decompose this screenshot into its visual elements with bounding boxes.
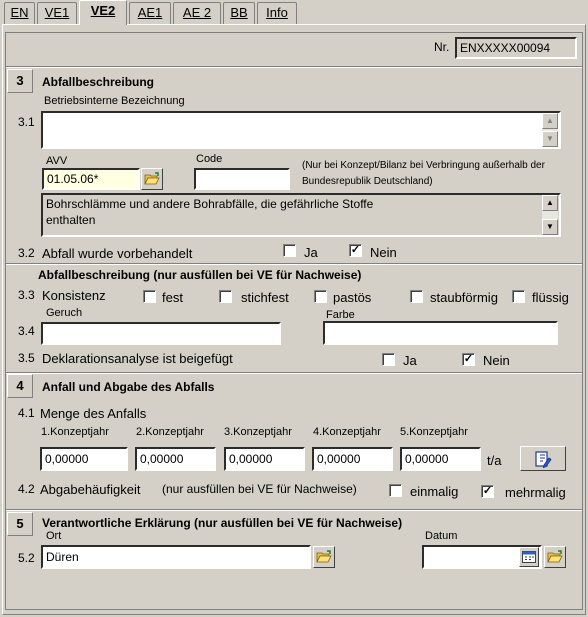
folder-open-icon[interactable] xyxy=(141,168,163,190)
field-label: Abfall wurde vorbehandelt xyxy=(42,246,193,261)
option-label: Nein xyxy=(370,245,397,260)
field-label: Konsistenz xyxy=(42,288,106,303)
section-number: 5 xyxy=(7,512,33,536)
option-label: pastös xyxy=(333,290,372,305)
divider xyxy=(6,372,582,374)
checkbox-fest[interactable] xyxy=(143,290,156,303)
tab-ae1[interactable]: AE1 xyxy=(129,2,171,24)
checkbox-staubfoermig[interactable] xyxy=(410,290,423,303)
section-title: Verantwortliche Erklärung (nur ausfüllen bei VE für Nachweise) xyxy=(42,516,403,530)
row-number: 3.2 xyxy=(18,246,35,260)
unit-label: t/a xyxy=(487,453,502,468)
tab-ae2[interactable]: AE 2 xyxy=(173,2,221,24)
field-label: Datum xyxy=(425,530,458,542)
field-label: Ort xyxy=(46,530,62,542)
avv-input[interactable]: 01.05.06* xyxy=(42,168,140,190)
year-label: 4.Konzeptjahr xyxy=(313,426,381,438)
row-number: 5.2 xyxy=(18,551,35,565)
checkbox-mehrmalig[interactable]: ✓ xyxy=(482,485,493,497)
field-label: Abgabehäufigkeit xyxy=(40,482,141,497)
scroll-up-icon[interactable]: ▲ xyxy=(542,113,558,129)
tab-en[interactable]: EN xyxy=(4,2,35,24)
calendar-icon[interactable] xyxy=(519,547,539,567)
field-label: Geruch xyxy=(46,307,83,319)
menge-input-5[interactable]: 0,00000 xyxy=(400,447,481,471)
checkbox-pastoes[interactable] xyxy=(314,290,327,303)
scroll-down-icon[interactable]: ▼ xyxy=(542,131,558,147)
scrollbar[interactable] xyxy=(542,113,558,147)
avv-description-line: Bohrschlämme und andere Bohrabfälle, die gefährliche Stoffe xyxy=(46,197,374,211)
tab-info[interactable]: Info xyxy=(257,2,297,24)
nr-field: ENXXXXX00094 xyxy=(455,37,577,59)
checkbox-fluessig[interactable] xyxy=(512,290,525,303)
checkbox-vorbehandelt-ja[interactable] xyxy=(283,244,296,257)
field-label: Deklarationsanalyse ist beigefügt xyxy=(42,351,233,366)
field-label: Farbe xyxy=(326,309,355,321)
scroll-down-icon[interactable]: ▼ xyxy=(542,219,558,235)
year-label: 5.Konzeptjahr xyxy=(400,426,468,438)
row-number: 3.5 xyxy=(18,351,35,365)
section-title: Anfall und Abgabe des Abfalls xyxy=(42,380,215,394)
divider xyxy=(6,66,582,68)
nr-label: Nr. xyxy=(434,40,450,54)
ort-input[interactable]: Düren xyxy=(41,545,311,569)
option-label: fest xyxy=(162,290,183,305)
code-note: Bundesrepublik Deutschland) xyxy=(302,176,433,187)
farbe-input[interactable] xyxy=(323,321,558,345)
option-label: Ja xyxy=(304,245,318,260)
year-label: 1.Konzeptjahr xyxy=(41,426,109,438)
row-number: 3.3 xyxy=(18,288,35,302)
option-label: stichfest xyxy=(241,290,289,305)
option-label: mehrmalig xyxy=(505,485,566,500)
menge-input-3[interactable]: 0,00000 xyxy=(224,447,305,471)
checkbox-einmalig[interactable] xyxy=(389,484,402,497)
checkbox-stichfest[interactable] xyxy=(219,290,232,303)
tab-ve1[interactable]: VE1 xyxy=(37,2,77,24)
tab-bar xyxy=(0,0,588,24)
divider xyxy=(6,263,582,265)
field-label: Menge des Anfalls xyxy=(40,406,147,421)
avv-description xyxy=(41,193,561,237)
scroll-up-icon[interactable]: ▲ xyxy=(542,195,558,211)
row-number: 4.2 xyxy=(18,482,35,496)
field-label: Code xyxy=(196,153,223,165)
option-label: Nein xyxy=(483,353,510,368)
divider xyxy=(6,509,582,511)
menge-input-1[interactable]: 0,00000 xyxy=(40,447,128,471)
field-note: (nur ausfüllen bei VE für Nachweise) xyxy=(162,482,357,496)
option-label: flüssig xyxy=(532,290,569,305)
year-label: 2.Konzeptjahr xyxy=(136,426,204,438)
option-label: staubförmig xyxy=(430,290,498,305)
menge-input-2[interactable]: 0,00000 xyxy=(135,447,216,471)
edit-quantities-icon[interactable] xyxy=(520,446,566,471)
code-note: (Nur bei Konzept/Bilanz bei Verbringung außerhalb der xyxy=(302,160,545,171)
tab-bb[interactable]: BB xyxy=(223,2,255,24)
avv-description-line: enthalten xyxy=(46,213,96,227)
field-label: AVV xyxy=(46,155,68,167)
option-label: Ja xyxy=(403,353,417,368)
menge-input-4[interactable]: 0,00000 xyxy=(312,447,393,471)
row-number: 4.1 xyxy=(18,406,35,420)
section-number: 3 xyxy=(7,69,33,93)
geruch-input[interactable] xyxy=(41,322,281,345)
option-label: einmalig xyxy=(410,484,459,499)
checkbox-vorbehandelt-nein[interactable]: ✓ xyxy=(350,244,361,256)
betriebsintern-textarea[interactable] xyxy=(41,111,561,149)
row-number: 3.1 xyxy=(18,115,35,129)
tab-ve2[interactable]: VE2 xyxy=(79,0,127,25)
checkbox-deklaration-ja[interactable] xyxy=(382,353,395,366)
section-number: 4 xyxy=(7,374,33,398)
year-label: 3.Konzeptjahr xyxy=(224,426,292,438)
section-title: Abfallbeschreibung xyxy=(42,75,155,89)
subsection-title: Abfallbeschreibung (nur ausfüllen bei VE für Nachweise) xyxy=(38,268,362,282)
checkbox-deklaration-nein[interactable]: ✓ xyxy=(463,353,474,365)
scrollbar[interactable] xyxy=(542,195,558,235)
field-label: Betriebsinterne Bezeichnung xyxy=(44,95,185,107)
row-number: 3.4 xyxy=(18,324,35,338)
folder-open-icon[interactable] xyxy=(544,546,566,568)
code-input[interactable] xyxy=(194,168,290,190)
folder-open-icon[interactable] xyxy=(313,546,335,568)
